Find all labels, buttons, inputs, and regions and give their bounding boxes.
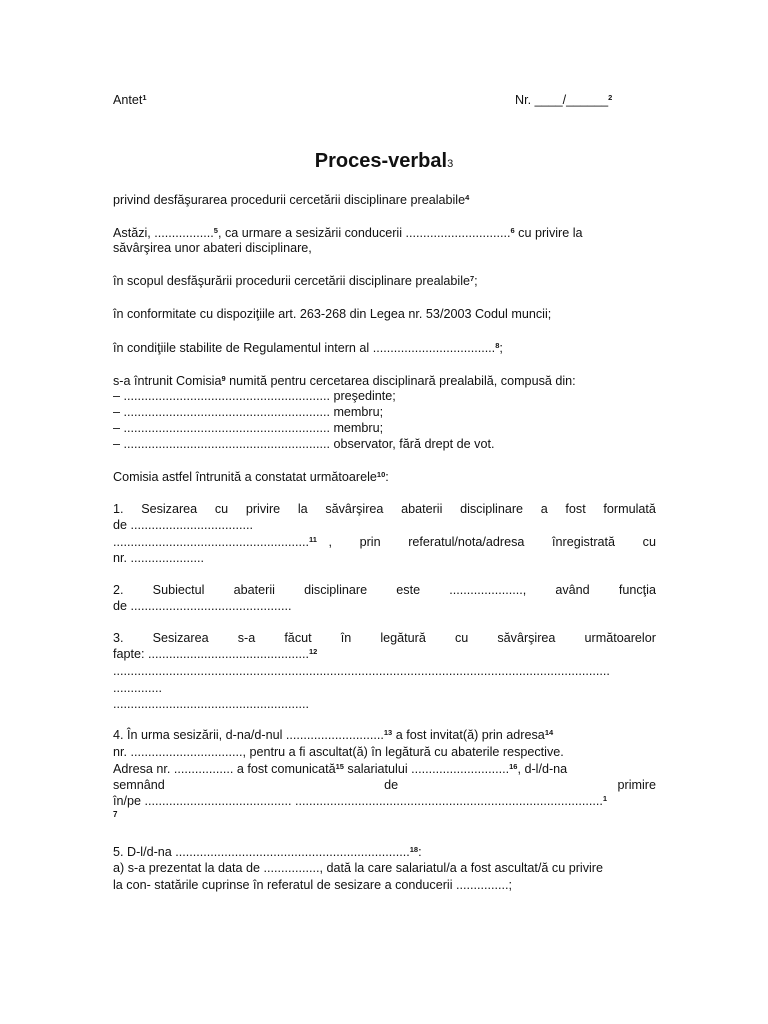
commission-member: – ........................................................... preşedinte; bbox=[113, 389, 396, 403]
point-1-line-1: 1. Sesizarea cu privire la săvârşirea abaterii disciplinare a fost formulată bbox=[113, 502, 656, 516]
point-3-line-2: fapte: ..............................................$^{12}$ bbox=[113, 647, 318, 661]
point-5-line-1: 5. D-l/d-na ...................................................................$^{18}$: bbox=[113, 845, 422, 859]
registration-number: Nr. ____/______$^2$ bbox=[515, 93, 613, 107]
point-5-line-2: a) s-a prezentat la data de ................, dată la care salariatul/a a fost ascultat/ă cu privire bbox=[113, 861, 604, 875]
subtitle: privind desfăşurarea procedurii cercetării disciplinare prealabile$^4$ bbox=[113, 193, 470, 207]
point-3-line-5: ........................................................ bbox=[113, 697, 309, 711]
antet-label: Antet$^1$ bbox=[113, 93, 147, 107]
intro-conditions: în condiţiile stabilite de Regulamentul intern al ...................................$^8$; bbox=[113, 341, 503, 355]
commission-member: – ........................................................... membru; bbox=[113, 405, 384, 419]
intro-line-1: Astăzi, .................$^5$, ca urmare a sesizării conducerii ..............................$^6$ cu privire la bbox=[113, 226, 583, 240]
point-3-line-3: .............................................................................................................................................. bbox=[113, 664, 610, 678]
point-1-line-3: ........................................................$^{11}$ , prin referatul/nota/adresa înregistrată cu bbox=[113, 535, 656, 549]
point-3-line-4: .............. bbox=[113, 681, 162, 695]
point-5-line-3: la con- statările cuprinse în referatul de sesizare a conducerii ...............; bbox=[113, 878, 512, 892]
commission-member: – ........................................................... membru; bbox=[113, 421, 384, 435]
commission-member: – ........................................................... observator, fără drept de vot. bbox=[113, 437, 495, 451]
intro-conformity: în conformitate cu dispoziţiile art. 263-268 din Legea nr. 53/2003 Codul muncii; bbox=[113, 307, 552, 321]
intro-line-2: săvârşirea unor abateri disciplinare, bbox=[113, 241, 312, 255]
intro-scope: în scopul desfăşurării procedurii cercetării disciplinare prealabile$^7$; bbox=[113, 274, 478, 288]
point-4-line-5: în/pe .......................................... ........................................................................................$^1$ bbox=[113, 794, 608, 808]
commission-findings: Comisia astfel întrunită a constatat următoarele$^{10}$: bbox=[113, 470, 389, 484]
point-4-line-1: 4. În urma sesizării, d-na/d-nul ............................$^{13}$ a fost invitat(ă) prin adresa$^{14}$ bbox=[113, 728, 554, 742]
point-4-footnote-fragment: 7 bbox=[113, 810, 118, 819]
point-2-line-2: de .............................................. bbox=[113, 599, 292, 613]
point-1-line-2: de ................................... bbox=[113, 518, 253, 532]
page-title: Proces-verbal3 bbox=[314, 150, 454, 172]
point-4-line-4: semnând de primire bbox=[113, 778, 656, 792]
point-4-line-3: Adresa nr. ................. a fost comunicată$^{15}$ salariatului ............................$^{16}$, d-l/d-na bbox=[113, 762, 568, 776]
point-1-line-4: nr. ..................... bbox=[113, 551, 204, 565]
point-3-line-1: 3. Sesizarea s-a făcut în legătură cu săvârşirea următoarelor bbox=[113, 631, 656, 645]
commission-intro: s-a întrunit Comisia$^9$ numită pentru cercetarea disciplinară prealabilă, compusă din: bbox=[113, 374, 576, 388]
point-2-line-1: 2. Subiectul abaterii disciplinare este ....................., având funcţia bbox=[113, 583, 656, 597]
point-4-line-2: nr. ................................, pentru a fi ascultat(ă) în legătură cu abaterile respective. bbox=[113, 745, 564, 759]
